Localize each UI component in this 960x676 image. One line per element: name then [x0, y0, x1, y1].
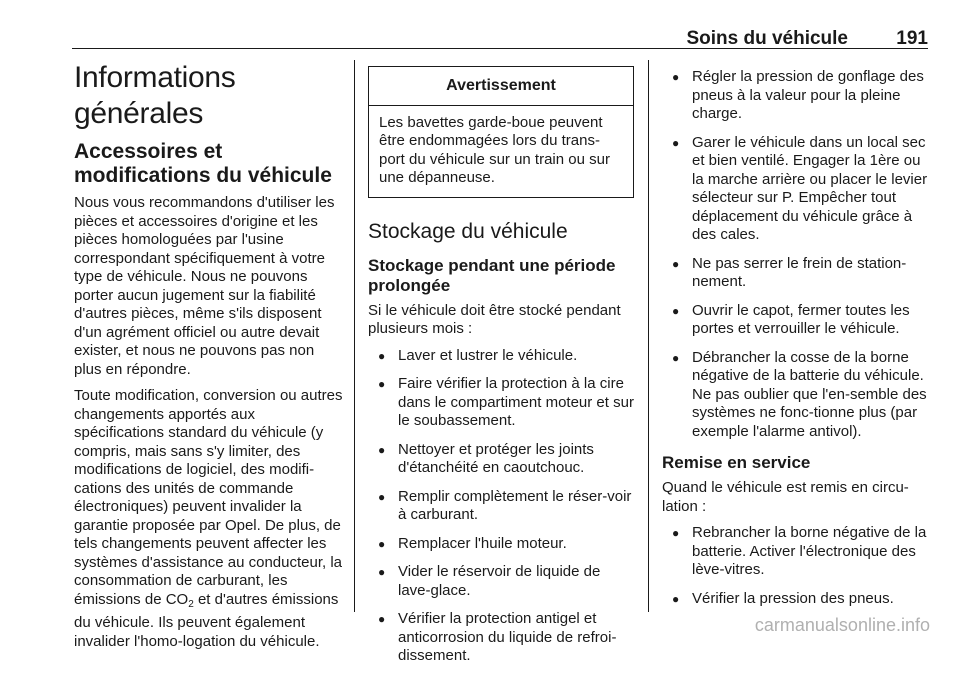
list-item: ● Nettoyer et protéger les joints d'étanchéité en caoutchouc.: [368, 441, 634, 478]
watermark: carmanualsonline.info: [754, 615, 930, 635]
column-right: [662, 60, 928, 618]
warning-box: [368, 66, 634, 198]
page-number: 191: [896, 28, 928, 49]
paragraph: Nous vous recommandons d'utiliser les pièces et accessoires d'origine et les pièces homologuées par l'usine correspondant spécifiquement à votre type de véhicule. Nous ne pouvons porter aucun jugement sur la fiabilité d'autres pièces, même s'ils disposent d'un agrément officiel ou autre devait exister, et nous ne pouvons pas non plus en répondre.: [74, 194, 335, 378]
list-item: ● Débrancher la cosse de la borne négative de la batterie du véhicule. Ne pas oublier que l'en-semble des systèmes ne fonc-tionne plus (par exemple l'alarme antivol).: [662, 349, 928, 442]
list-item: ● Faire vérifier la protection à la cire dans le compartiment moteur et sur le soubassement.: [368, 375, 634, 431]
column-left: [74, 60, 344, 659]
list-item: ● Vider le réservoir de liquide de lave-glace.: [368, 563, 634, 600]
bullet-list: [662, 524, 928, 608]
list-item: ● Régler la pression de gonflage des pneus à la valeur pour la pleine charge.: [662, 68, 928, 124]
column-middle: [368, 60, 634, 676]
list-item: ● Remplacer l'huile moteur.: [368, 535, 634, 554]
bullet-list: [368, 347, 634, 666]
subsection-heading: Stockage pendant une période prolongée: [368, 255, 616, 295]
list-item: ● Remplir complètement le réser-voir à carburant.: [368, 488, 634, 525]
column-divider: [648, 60, 649, 612]
subsection-heading: Remise en service: [662, 453, 811, 472]
section-heading: Stockage du véhicule: [368, 219, 568, 243]
list-item: ● Garer le véhicule dans un local sec et bien ventilé. Engager la 1ère ou la marche arrière ou placer le levier sélecteur sur P. Empêcher tout déplacement du véhicule grâce à des cales.: [662, 134, 928, 245]
section-heading: Accessoires et modifications du véhicule: [74, 140, 332, 187]
list-item: ● Rebrancher la borne négative de la batterie. Activer l'électronique des lève-vitres.: [662, 524, 928, 580]
paragraph: Si le véhicule doit être stocké pendant plusieurs mois :: [368, 301, 621, 337]
chapter-heading: Informations générales: [74, 61, 236, 130]
column-divider: [354, 60, 355, 612]
warning-title: Avertissement: [369, 67, 633, 106]
bullet-list: [662, 68, 928, 441]
list-item: ● Ne pas serrer le frein de station-nement.: [662, 255, 928, 292]
page-header: [72, 28, 928, 49]
list-item: ● Vérifier la protection antigel et anticorrosion du liquide de refroi-dissement.: [368, 610, 634, 666]
warning-text: Les bavettes garde-boue peuvent être endommagées lors du trans-port du véhicule sur un train ou sur une dépanneuse.: [379, 113, 610, 186]
paragraph: Quand le véhicule est remis en circu-lation :: [662, 479, 909, 515]
list-item: ● Vérifier la pression des pneus.: [662, 590, 928, 609]
list-item: ● Laver et lustrer le véhicule.: [368, 347, 634, 366]
paragraph: Toute modification, conversion ou autres changements apportés aux spécifications standard du véhicule (y compris, mais sans s'y limiter, des modifications de logiciel, des modifi-cations des unités de commande électroniques) peuvent invalider la garantie proposée par Opel. De plus, de tels changements peuvent affecter les systèmes d'assistance au conducteur, la consommation de carburant, les émissions de $CO_2$ et d'autres émissions du véhicule. Ils peuvent également invalider l'homo-logation du véhicule.: [74, 387, 343, 650]
list-item: ● Ouvrir le capot, fermer toutes les portes et verrouiller le véhicule.: [662, 302, 928, 339]
section-title: Soins du véhicule: [686, 28, 848, 49]
